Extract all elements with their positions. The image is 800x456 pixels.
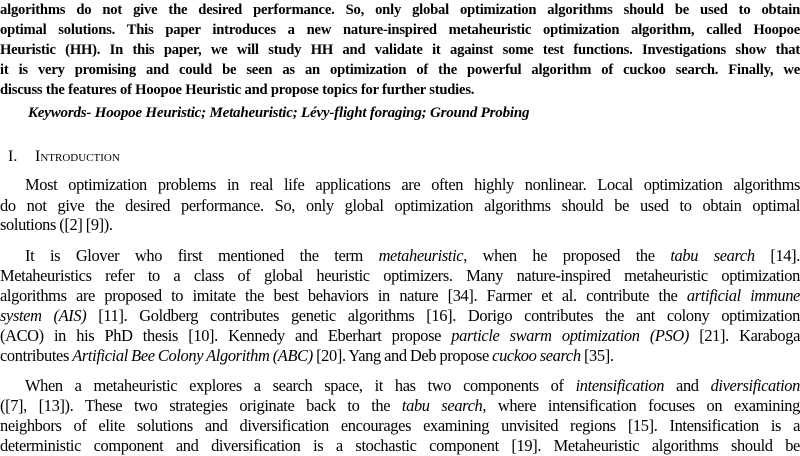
text-line bbox=[25, 376, 800, 396]
text-run: it is very promising and could be seen as an optimization of the powerful algorithm of cuckoo search. Finally, we bbox=[0, 62, 800, 78]
italic-term: Artificial Bee Colony Algorithm (ABC) bbox=[72, 346, 313, 365]
keywords: Keywords- Hoopoe Heuristic; Metaheuristic; Lévy-flight foraging; Ground Probing bbox=[28, 105, 530, 121]
text-run: and bbox=[664, 376, 711, 395]
text-line bbox=[0, 436, 800, 456]
text-run: [11]. Goldberg contributes genetic algorithms [16]. Dorigo contributes the ant colony optimization bbox=[86, 306, 800, 325]
text-run: [20]. Yang and Deb propose bbox=[312, 346, 493, 365]
text-run: Most optimization problems in real life applications are often highly nonlinear. Local optimization algorithms bbox=[25, 175, 800, 194]
text-run: [14]. bbox=[754, 246, 800, 265]
text-line bbox=[0, 2, 800, 19]
text-run: Metaheuristics refer to a class of global heuristic optimizers. Many nature-inspired metaheuristic optimization bbox=[0, 266, 800, 285]
italic-term: artificial immune bbox=[686, 286, 800, 305]
text-line bbox=[0, 306, 800, 326]
text-run: ([7], [13]). These two strategies originate back to the bbox=[0, 396, 402, 415]
text-run: When a metaheuristic explores a search space, it has two components of bbox=[25, 376, 576, 395]
text-line bbox=[0, 396, 800, 416]
text-line bbox=[0, 62, 800, 79]
text-run: deterministic component and diversification is a stochastic component [19]. Metaheuristic algorithms should be bbox=[0, 436, 800, 455]
text-line bbox=[0, 346, 800, 366]
text-run: [21]. Karaboga bbox=[689, 326, 800, 345]
text-run: It is Glover who first mentioned the term bbox=[25, 246, 379, 265]
text-line bbox=[0, 196, 800, 216]
italic-term: tabu search bbox=[401, 396, 483, 415]
italic-term: tabu search bbox=[670, 246, 755, 265]
italic-term: metaheuristic bbox=[378, 246, 464, 265]
text-run: [35]. bbox=[580, 346, 614, 365]
text-run: solutions ([2] [9]). bbox=[0, 215, 113, 234]
text-run: neighbors of elite solutions and diversification encourages examining unvisited regions [15]. Intensification is a bbox=[0, 416, 800, 435]
text-run: contributes bbox=[0, 346, 73, 365]
text-line bbox=[0, 22, 800, 39]
text-run: algorithms do not give the desired performance. So, only global optimization algorithms should be used to obtain bbox=[0, 2, 800, 18]
text-line bbox=[0, 215, 800, 235]
text-line bbox=[0, 286, 800, 306]
italic-term: cuckoo search bbox=[492, 346, 581, 365]
italic-term: system (AIS) bbox=[0, 306, 87, 325]
section-title: Introduction bbox=[35, 148, 120, 165]
text-line bbox=[0, 82, 800, 99]
italic-term: diversification bbox=[710, 376, 800, 395]
text-run: , where intensification focuses on examining bbox=[482, 396, 800, 415]
text-run: (ACO) in his PhD thesis [10]. Kennedy and Eberhart propose bbox=[0, 326, 452, 345]
italic-term: particle swarm optimization (PSO) bbox=[451, 326, 690, 345]
section-number: I. bbox=[8, 148, 18, 165]
text-line bbox=[0, 416, 800, 436]
text-line bbox=[0, 42, 800, 59]
text-run: Heuristic (HH). In this paper, we will study HH and validate it against some test functions. Investigations show that bbox=[0, 42, 800, 58]
text-line bbox=[25, 246, 800, 266]
text-line bbox=[0, 266, 800, 286]
text-run: , when he proposed the bbox=[463, 246, 671, 265]
text-run: do not give the desired performance. So, only global optimization algorithms should be used to obtain optimal bbox=[0, 196, 800, 215]
text-line bbox=[25, 175, 800, 195]
text-run: discuss the features of Hoopoe Heuristic and propose topics for further studies. bbox=[0, 82, 475, 98]
text-run: algorithms are proposed to imitate the best behaviors in nature [34]. Farmer et al. contribute the bbox=[0, 286, 687, 305]
text-line bbox=[0, 326, 800, 346]
italic-term: intensification bbox=[575, 376, 665, 395]
text-run: optimal solutions. This paper introduces a new nature-inspired metaheuristic optimization algorithm, called Hoopoe bbox=[0, 22, 800, 38]
